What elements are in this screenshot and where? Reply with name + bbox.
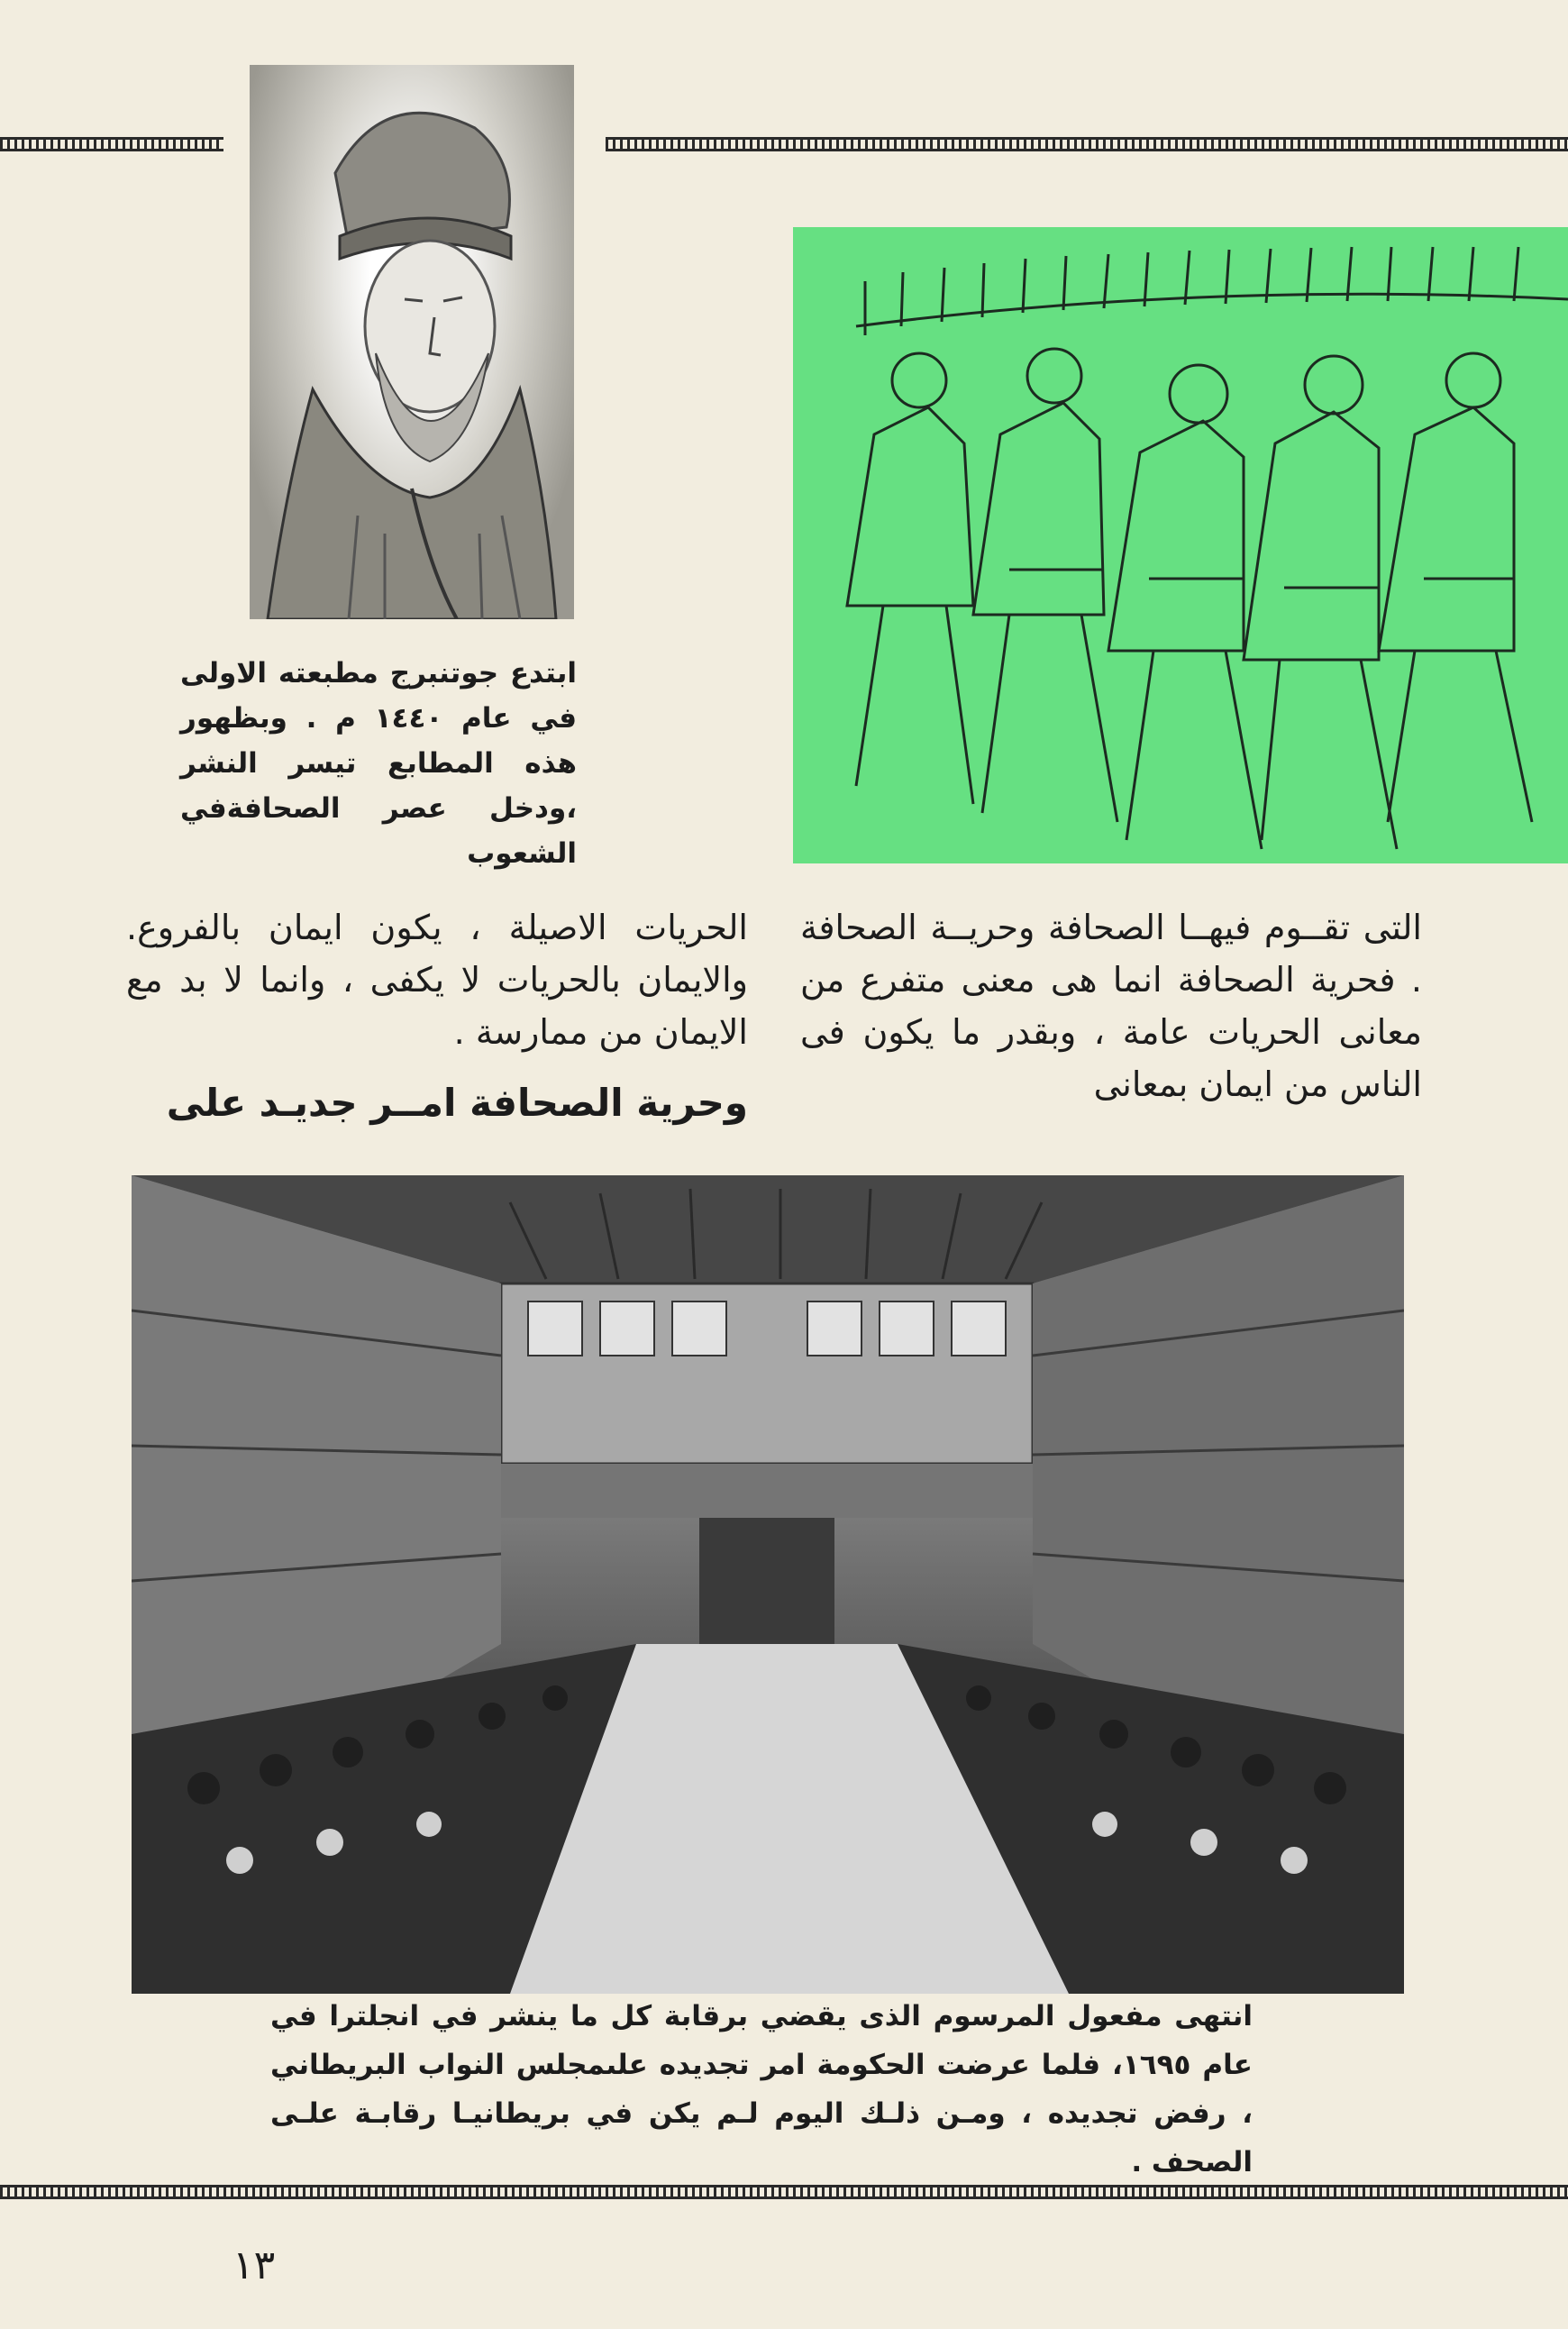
house-of-commons-photo — [132, 1175, 1404, 1994]
bottom-rule — [0, 2185, 1568, 2199]
marching-soldiers-illustration — [793, 227, 1568, 863]
article-column-left: الحريات الاصيلة ، يكون ايمان بالفروع. والايمان بالحريات لا يكفى ، وانما لا بد مع الايمان من ممارسة . — [126, 908, 748, 1052]
page-number: ١٣ — [232, 2242, 276, 2288]
article-column-right: التى تقــوم فيهــا الصحافة وحريــة الصحافة . فحرية الصحافة انما هى معنى متفرع من معانى الحريات عامة ، وبقدر ما يكون فى الناس من ايمان بمعانى — [800, 908, 1422, 1104]
portrait-caption: ابتدع جوتنبرج مطبعته الاولى في عام ١٤٤٠ م . وبظهور هذه المطابع تيسر النشر ،ودخل عصر الصحافةفي الشعوب — [180, 657, 577, 870]
photo-caption: انتهى مفعول المرسوم الذى يقضي برقابة كل ما ينشر في انجلترا في عام ١٦٩٥، فلما عرضت الحكومة امر تجديده علىمجلس النواب البريطاني ، رفض تجديده ، ومـن ذلـك اليوم لـم يكن في بريطانيـا رقابـة علـى الصحف . — [270, 2000, 1253, 2178]
top-rule-right — [606, 137, 1568, 151]
article-subheading: وحرية الصحافة امــر جديـد على — [166, 1081, 748, 1125]
gutenberg-portrait — [250, 65, 574, 619]
top-rule-left — [0, 137, 223, 151]
